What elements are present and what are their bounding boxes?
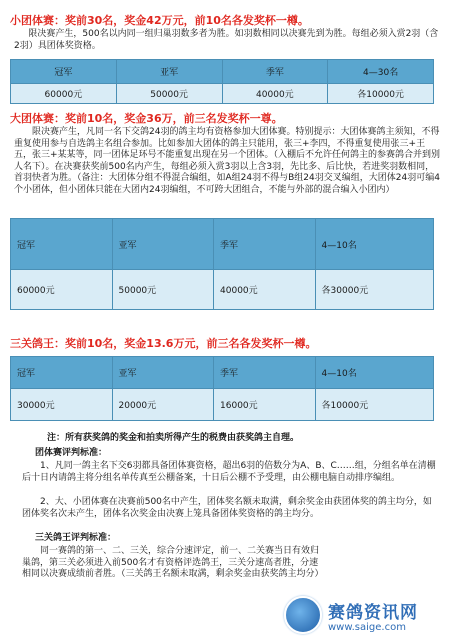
big-team-prize-table [10, 218, 434, 310]
team-rules-item-1: 1、凡同一鸽主名下交6羽都具备团体赛资格，超出6羽的倍数分为A、B、C……组，分组名单在清棚后十日内请鸽主将分组名单传真至公棚备案，十日后公棚不予受理，由公棚电脑自动排序编组。 [22, 461, 436, 483]
table-header-cell: 4—30名 [328, 60, 434, 84]
pigeon-logo-icon [284, 596, 322, 634]
watermark-url: www.saige.com [328, 621, 406, 633]
watermark-text [328, 598, 418, 633]
small-team-prize-table [10, 59, 434, 104]
table-header-cell: 季军 [214, 219, 316, 270]
three-stage-rules-item: 同一赛鸽的第一、二、三关，综合分速评定，前一、二关赛当日有效归巢鸽，第三关必须进入前500名才有资格评选鸽王，三关分速高者胜，分速相同以决赛成绩前者胜。（三关鸽王名额未取满，剩余奖金由获奖鸽主均分） [22, 546, 324, 580]
site-watermark [284, 596, 444, 634]
table-cell: 各10000元 [328, 84, 434, 104]
table-header-row [11, 219, 434, 270]
team-rules-title: 团体赛评判标准： [35, 448, 108, 458]
table-header-cell: 亚军 [112, 357, 214, 389]
table-header-cell: 冠军 [11, 219, 113, 270]
table-row [11, 389, 434, 421]
table-cell: 50000元 [116, 84, 222, 104]
small-team-text: 限决赛产生，500名以内同一组归巢羽数多者为胜。如羽数相同以决赛先到为胜。每组必须入赏2羽（含2羽）具团体奖资格。 [14, 29, 439, 51]
table-row [11, 84, 434, 104]
small-team-heading: 小团体赛：奖前30名，奖金42万元，前10名各发奖杯一樽。 [10, 14, 309, 27]
table-cell: 50000元 [112, 270, 214, 310]
table-header-cell: 亚军 [116, 60, 222, 84]
table-cell: 60000元 [11, 84, 117, 104]
team-rules-item-2: 2、大、小团体赛在决赛前500名中产生，团体奖名额未取满，剩余奖金由获团体奖的鸽主均分，如团体奖名次未产生，团体名次奖金由决赛上笼具备团体奖资格的鸽主均分。 [22, 497, 432, 519]
table-header-cell: 冠军 [11, 357, 113, 389]
table-cell: 40000元 [222, 84, 328, 104]
table-cell: 30000元 [11, 389, 113, 421]
table-cell: 20000元 [112, 389, 214, 421]
three-stage-heading: 三关鸽王：奖前10名，奖金13.6万元，前三名各发奖杯一樽。 [10, 337, 317, 350]
table-row [11, 270, 434, 310]
table-cell: 40000元 [214, 270, 316, 310]
table-cell: 各10000元 [315, 389, 433, 421]
table-cell: 各30000元 [315, 270, 433, 310]
big-team-text: 限决赛产生，凡同一名下交鸽24羽的鸽主均有资格参加大团体赛。特别提示：大团体赛鸽主须知，不得重复使用参与自选鸽主名组合参加。比如参加大团体的鸽主只能用，张三+李四，不得重复使用张三+王五，张三+某某等，同一团体足环号不能重复出现在另一个团体。（入棚后不允许任何鸽主的参赛鸽合并到别人名下）。在决赛获奖前500名内产生，每组必须入赏3羽以上含3羽，先比多、后比快，若进奖羽数相同，首羽快者为胜。（备注：大团体分组不得混合编组，如A组24羽不得与B组24羽交叉编组，大团体24羽可编4个小团体，但小团体只能在大团内24羽编组，不可跨大团组合，不能与外部的混合编入小团内） [14, 127, 441, 195]
three-stage-prize-table [10, 356, 434, 421]
table-header-cell: 季军 [214, 357, 316, 389]
watermark-site-name: 赛鸽资讯网 [328, 602, 418, 623]
table-header-row [11, 60, 434, 84]
big-team-heading: 大团体赛：奖前10名，奖金36万，前三名发奖杯一尊。 [10, 112, 283, 125]
table-cell: 60000元 [11, 270, 113, 310]
tax-note: 注：所有获奖鸽的奖金和拍卖所得产生的税费由获奖鸽主自理。 [47, 433, 300, 443]
table-header-cell: 4—10名 [315, 219, 433, 270]
table-header-row [11, 357, 434, 389]
table-header-cell: 4—10名 [315, 357, 433, 389]
three-stage-rules-title: 三关鸽王评判标准： [35, 533, 117, 543]
table-header-cell: 季军 [222, 60, 328, 84]
table-header-cell: 冠军 [11, 60, 117, 84]
table-cell: 16000元 [214, 389, 316, 421]
table-header-cell: 亚军 [112, 219, 214, 270]
